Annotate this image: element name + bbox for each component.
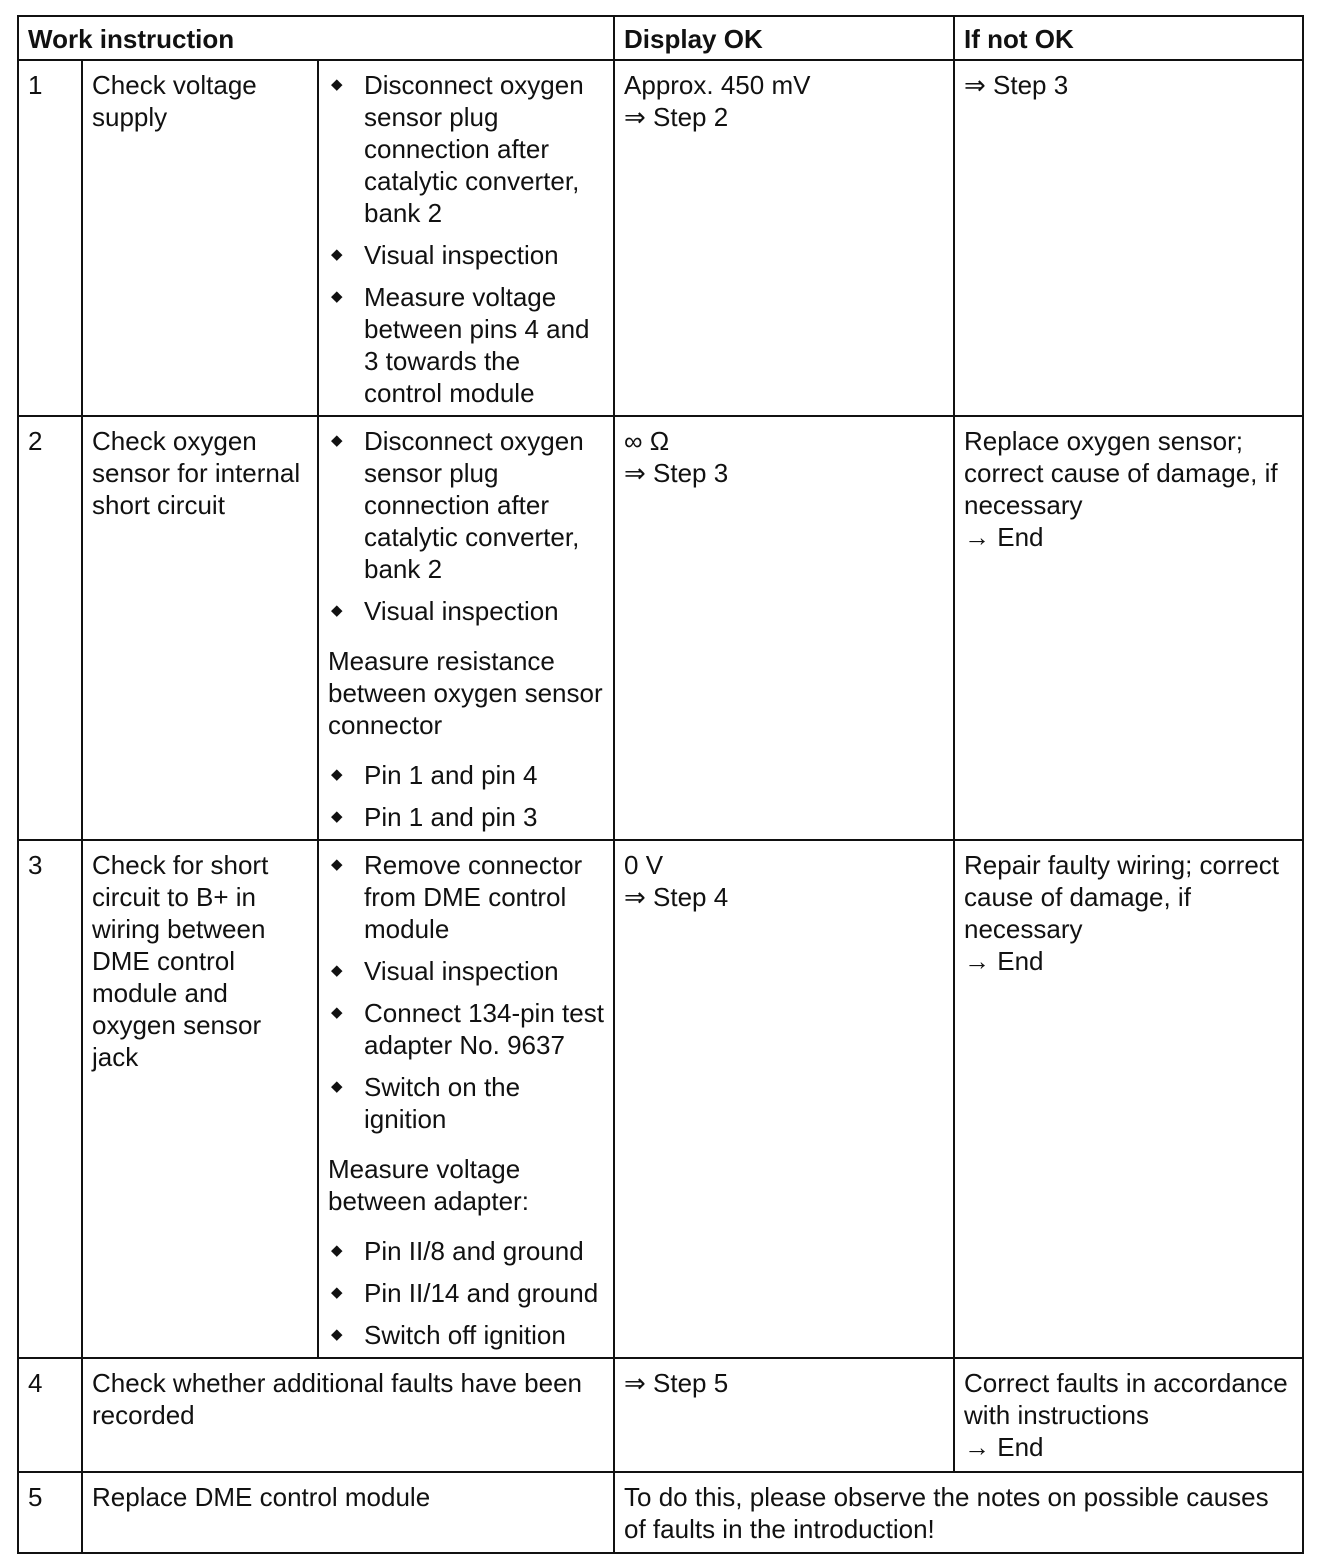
- if-not-ok-cell: [954, 840, 1303, 1358]
- list-item: ◆ Visual inspection: [328, 955, 604, 987]
- list-item: ◆ Disconnect oxygen sensor plug connection after catalytic converter, bank 2: [328, 69, 604, 229]
- table-row: [18, 416, 1303, 840]
- if-not-ok-cell: [954, 416, 1303, 840]
- display-ok-value: ∞ Ω: [624, 426, 670, 456]
- check-description: Check for short circuit to B+ in wiring between DME control module and oxygen sensor jack: [82, 840, 318, 1358]
- list-item: ◆ Pin II/8 and ground: [328, 1235, 604, 1267]
- measure-list: [328, 1235, 604, 1351]
- step-number: 2: [18, 416, 82, 840]
- display-ok-next-step: ⇒ Step 3: [624, 458, 729, 488]
- note-cell: To do this, please observe the notes on possible causes of faults in the introduction!: [614, 1472, 1303, 1553]
- step-number: 3: [18, 840, 82, 1358]
- list-item: ◆ Connect 134-pin test adapter No. 9637: [328, 997, 604, 1061]
- check-description: Check whether additional faults have been recorded: [82, 1358, 614, 1472]
- procedure-cell: [318, 416, 614, 840]
- list-item: ◆ Remove connector from DME control module: [328, 849, 604, 945]
- if-not-ok-action: ⇒ Step 3: [964, 70, 1069, 100]
- check-description: Check voltage supply: [82, 60, 318, 416]
- display-ok-next-step: ⇒ Step 2: [624, 102, 729, 132]
- measure-instruction: Measure resistance between oxygen sensor connector: [328, 646, 603, 740]
- display-ok-cell: [614, 60, 954, 416]
- header-row: [18, 16, 1303, 60]
- procedure-list: [328, 69, 604, 409]
- table-row: [18, 840, 1303, 1358]
- header-display-ok: Display OK: [614, 16, 954, 60]
- if-not-ok-next: → End: [964, 1432, 1044, 1462]
- procedure-cell: [318, 840, 614, 1358]
- list-item: ◆ Disconnect oxygen sensor plug connection after catalytic converter, bank 2: [328, 425, 604, 585]
- display-ok-value: 0 V: [624, 850, 664, 880]
- list-item: ◆ Visual inspection: [328, 239, 604, 271]
- if-not-ok-next: → End: [964, 946, 1044, 976]
- procedure-list: [328, 849, 604, 1135]
- work-instruction-table: [17, 15, 1304, 1554]
- display-ok-value: Approx. 450 mV: [624, 70, 811, 100]
- table-row: [18, 1472, 1303, 1553]
- if-not-ok-next: → End: [964, 522, 1044, 552]
- if-not-ok-cell: [954, 1358, 1303, 1472]
- list-item: ◆ Pin II/14 and ground: [328, 1277, 604, 1309]
- header-if-not-ok: If not OK: [954, 16, 1303, 60]
- if-not-ok-action: Correct faults in accordance with instructions: [964, 1368, 1288, 1430]
- list-item: ◆ Switch on the ignition: [328, 1071, 604, 1135]
- list-item: ◆ Visual inspection: [328, 595, 604, 627]
- check-description: Replace DME control module: [82, 1472, 614, 1553]
- if-not-ok-action: Repair faulty wiring; correct cause of damage, if necessary: [964, 850, 1280, 944]
- measure-instruction: Measure voltage between adapter:: [328, 1154, 529, 1216]
- display-ok-cell: [614, 416, 954, 840]
- procedure-cell: [318, 60, 614, 416]
- display-ok-next-step: ⇒ Step 5: [624, 1368, 729, 1398]
- measure-list: [328, 759, 604, 833]
- check-description: Check oxygen sensor for internal short circuit: [82, 416, 318, 840]
- procedure-list: [328, 425, 604, 627]
- display-ok-cell: [614, 1358, 954, 1472]
- list-item: ◆ Pin 1 and pin 4: [328, 759, 604, 791]
- if-not-ok-cell: [954, 60, 1303, 416]
- if-not-ok-action: Replace oxygen sensor; correct cause of damage, if necessary: [964, 426, 1278, 520]
- header-work-instruction: Work instruction: [18, 16, 614, 60]
- list-item: ◆ Pin 1 and pin 3: [328, 801, 604, 833]
- step-number: 4: [18, 1358, 82, 1472]
- list-item: ◆ Switch off ignition: [328, 1319, 604, 1351]
- display-ok-next-step: ⇒ Step 4: [624, 882, 729, 912]
- step-number: 5: [18, 1472, 82, 1553]
- table-row: [18, 1358, 1303, 1472]
- step-number: 1: [18, 60, 82, 416]
- list-item: ◆ Measure voltage between pins 4 and 3 towards the control module: [328, 281, 604, 409]
- display-ok-cell: [614, 840, 954, 1358]
- table-row: [18, 60, 1303, 416]
